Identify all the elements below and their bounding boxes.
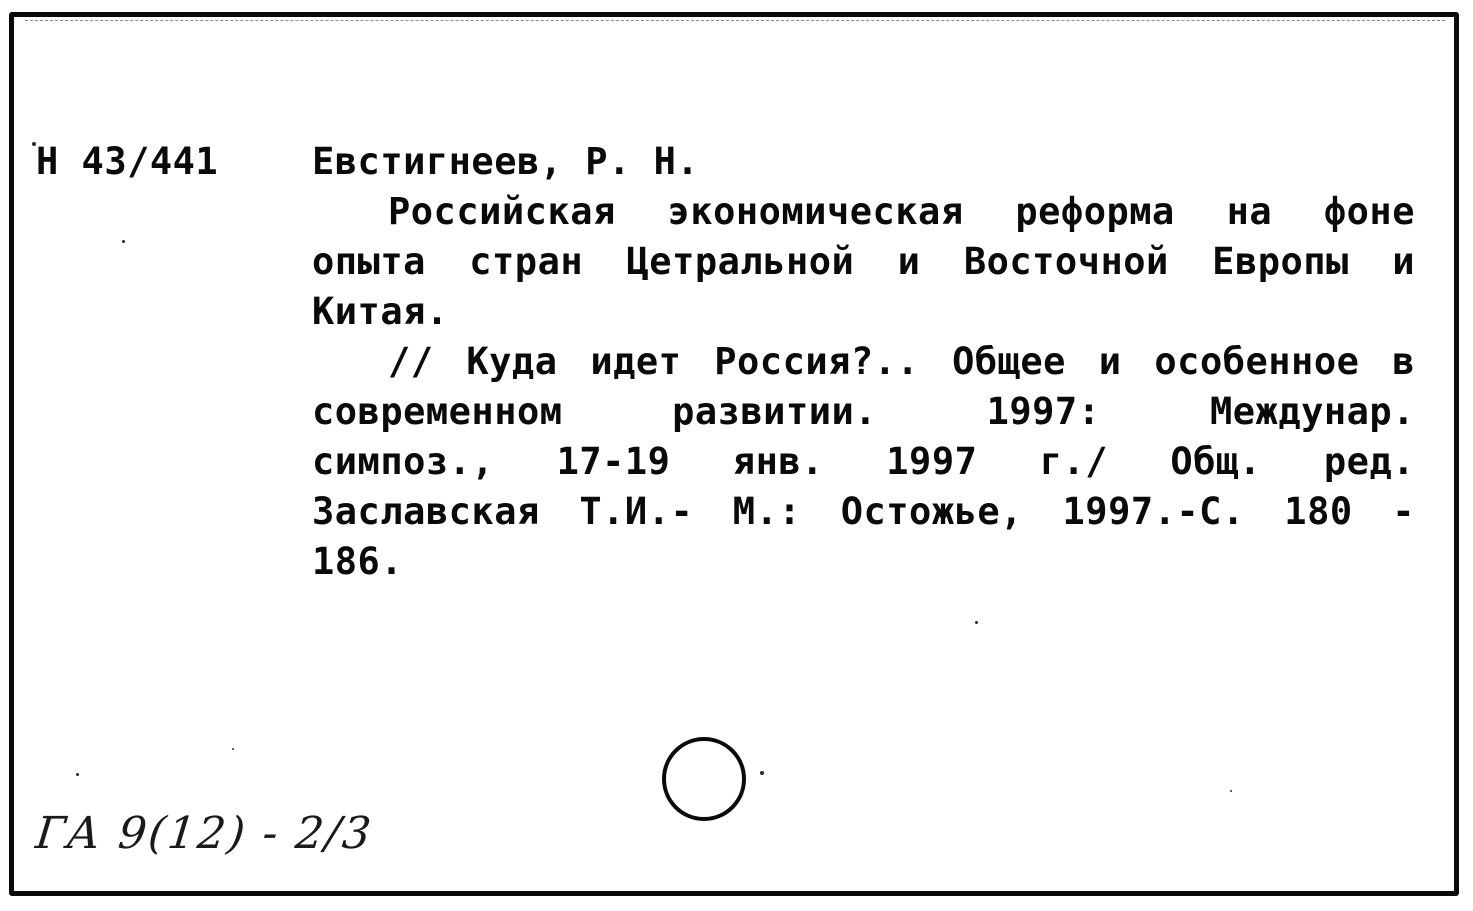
shelfmark-label: Н 43/441 (36, 140, 219, 183)
entry-source-line-4: Заславская Т.И.- М.: Остожье, 1997.-С. 180 - (312, 490, 1415, 533)
entry-source-line-2: современном развитии. 1997: Междунар. (312, 390, 1415, 433)
scan-speck (76, 773, 79, 776)
scan-speck (232, 748, 234, 750)
scan-speck (32, 142, 36, 146)
entry-source-line-1: // Куда идет Россия?.. Общее и особенное в (388, 340, 1415, 383)
entry-source-line-5: 186. (312, 540, 404, 583)
entry-title-line-1: Российская экономическая реформа на фоне (388, 190, 1415, 233)
entry-author: Евстигнеев, Р. Н. (312, 140, 700, 183)
scan-speck (760, 771, 764, 775)
card-punch-hole (662, 737, 746, 821)
entry-title-line-3: Китая. (312, 290, 449, 333)
bibliographic-entry (312, 137, 1415, 587)
handwritten-classification-note: ГА 9(12) - 2/3 (33, 808, 376, 859)
entry-source-line-3: симпоз., 17-19 янв. 1997 г./ Общ. ред. (312, 440, 1415, 483)
entry-title-line-2: опыта стран Цетральной и Восточной Европы и (312, 240, 1415, 283)
scan-speck (975, 621, 978, 624)
scan-speck (1230, 790, 1232, 792)
card-top-dashed-line (25, 20, 1445, 21)
scan-speck (122, 240, 125, 243)
